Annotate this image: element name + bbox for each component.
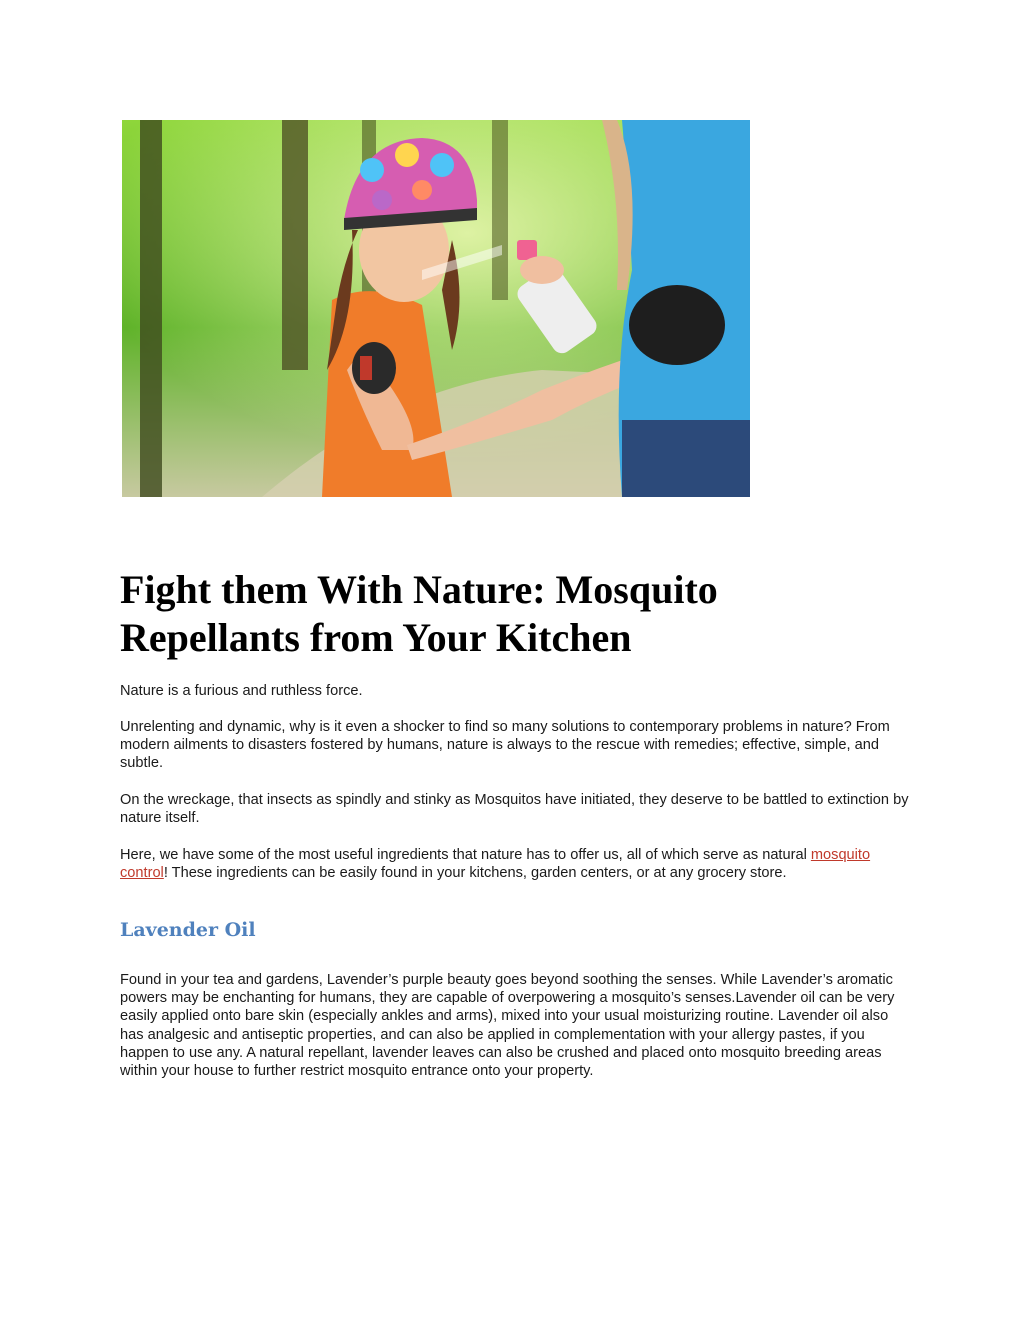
paragraph-lavender-oil: Found in your tea and gardens, Lavender’s purple beauty goes beyond soothing the senses. While Lavender’s aromatic powers may be enchanting for humans, they are capable of overpowering a mosquito’s senses.Lavender oil can be very easily applied onto bare skin (especially ankles and arms), mixed into your usual moisturizing routine. Lavender oil also has analgesic and antiseptic properties, and can also be applied in complementation with your allergy pastes, if you happen to use any. A natural repellant, lavender leaves can also be crushed and placed onto mosquito breeding areas within your house to further restrict mosquito entrance onto your property. [120,972,895,1080]
intro-paragraph: Nature is a furious and ruthless force. [120,683,363,699]
paragraph-mosquito-wreckage: On the wreckage, that insects as spindly and stinky as Mosquitos have initiated, they deserve to be battled to extinction by nature itself. [120,792,909,827]
paragraph-nature-solutions: Unrelenting and dynamic, why is it even a shocker to find so many solutions to contemporary problems in nature? From modern ailments to disasters fostered by humans, nature is always to the rescue with remedies; effective, simple, and subtle. [120,719,890,772]
section-heading-lavender-oil: Lavender Oil [120,919,256,941]
paragraph-ingredients-text-before: Here, we have some of the most useful ingredients that nature has to offer us, all of which serve as natural [120,847,811,863]
paragraph-ingredients-text-after: ! These ingredients can be easily found in your kitchens, garden centers, or at any grocery store. [163,865,787,882]
article-title: Fight them With Nature: Mosquito Repellants from Your Kitchen [120,567,718,660]
paragraph-ingredients [120,846,910,882]
photo-icon [122,120,750,497]
hero-photo [122,120,750,497]
mosquito-control-link[interactable]: mosquito control [120,847,871,882]
